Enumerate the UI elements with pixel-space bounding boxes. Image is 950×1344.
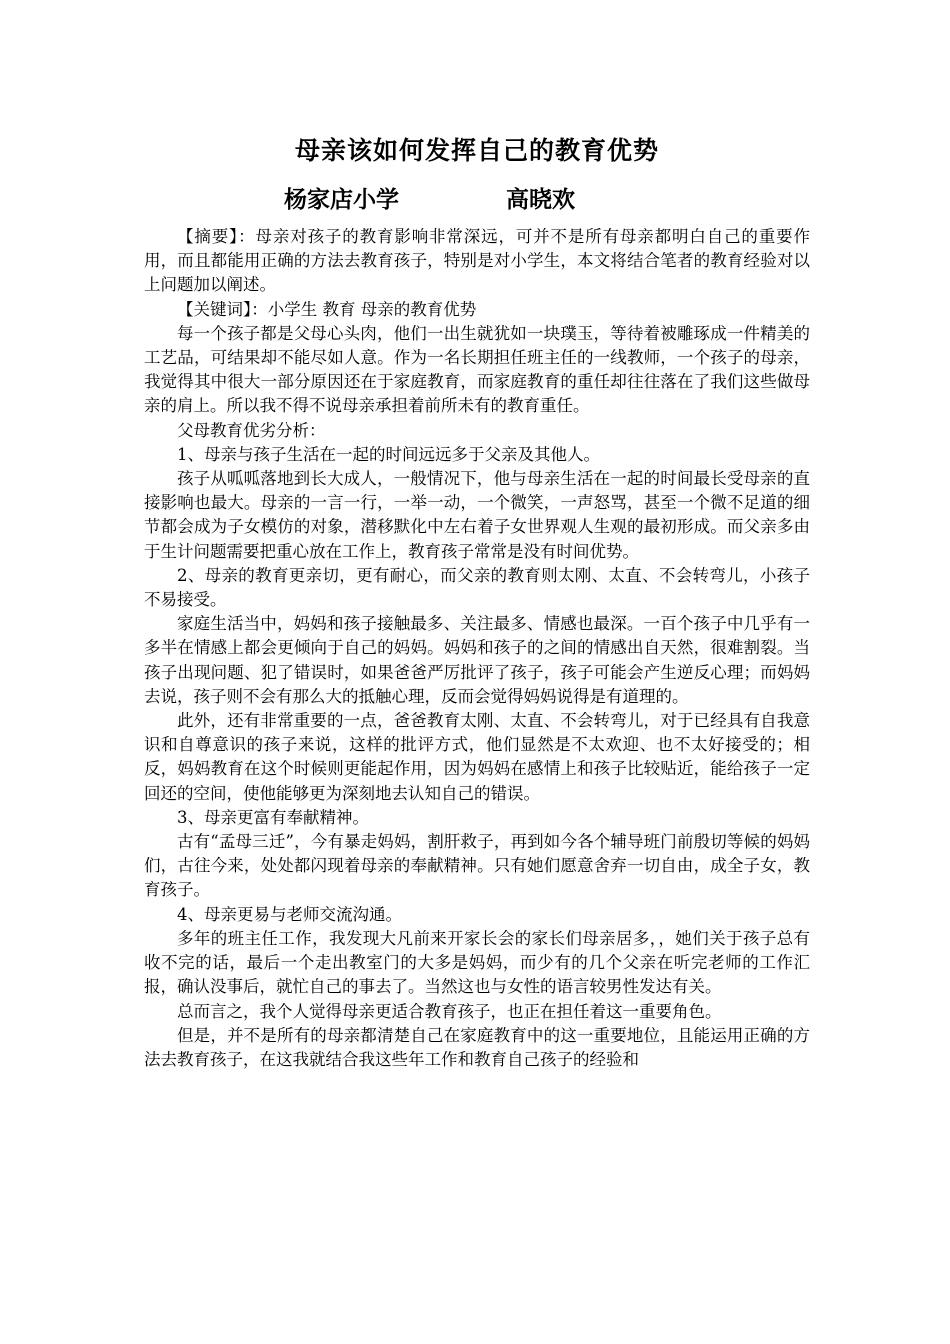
- section-heading: 父母教育优劣分析：: [177, 420, 326, 440]
- body-paragraph: 但是，并不是所有的母亲都清楚自己在家庭教育中的这一重要地位，且能运用正确的方法去教育孩子，在这我就结合我这些年工作和教育自己孩子的经验和: [144, 1025, 810, 1069]
- section-heading: 3、母亲更富有奉献精神。: [177, 807, 369, 827]
- body-paragraph: 家庭生活当中，妈妈和孩子接触最多、关注最多、情感也最深。一百个孩子中几乎有一多半在情感上都会更倾向于自己的妈妈。妈妈和孩子的之间的情感出自天然，很难割裂。当孩子出现问题、犯了错误时，如果爸爸严厉批评了孩子，孩子可能会产生逆反心理；而妈妈去说，孩子则不会有那么大的抵触心理，反而会觉得妈妈说得是有道理的。: [144, 614, 810, 706]
- author-name: 高晓欢: [506, 187, 575, 213]
- document-title: 母亲该如何发挥自己的教育优势: [294, 136, 659, 165]
- section-heading: 1、母亲与孩子生活在一起的时间远远多于父亲及其他人。: [177, 444, 600, 464]
- body-paragraph: 每一个孩子都是父母心头肉，他们一出生就犹如一块璞玉，等待着被雕琢成一件精美的工艺品，可结果却不能尽如人意。作为一名长期担任班主任的一线教师，一个孩子的母亲，我觉得其中很大一部分原因还在于家庭教育，而家庭教育的重任却往往落在了我们这些做母亲的肩上。所以我不得不说母亲承担着前所未有的教育重任。: [144, 323, 810, 416]
- body-paragraph: 古有“孟母三迁”，今有暴走妈妈，割肝救子，再到如今各个辅导班门前殷切等候的妈妈们，古往今来，处处都闪现着母亲的奉献精神。只有她们愿意舍弃一切自由，成全子女，教育孩子。: [144, 832, 810, 900]
- abstract-paragraph: 【摘要】：母亲对孩子的教育影响非常深远，可并不是所有母亲都明白自己的重要作用，而且都能用正确的方法去教育孩子，特别是对小学生，本文将结合笔者的教育经验对以上问题加以阐述。: [144, 227, 810, 295]
- school-name: 杨家店小学: [284, 187, 399, 213]
- body-paragraph: 此外，还有非常重要的一点，爸爸教育太刚、太直、不会转弯儿，对于已经具有自我意识和自尊意识的孩子来说，这样的批评方式，他们显然是不太欢迎、也不太好接受的；相反，妈妈教育在这个时候则更能起作用，因为妈妈在感情上和孩子比较贴近，能给孩子一定回还的空间，使他能够更为深刻地去认知自己的错误。: [144, 711, 810, 803]
- section-heading: 4、母亲更易与老师交流沟通。: [177, 904, 402, 924]
- body-paragraph: 孩子从呱呱落地到长大成人，一般情况下，他与母亲生活在一起的时间最长受母亲的直接影响也最大。母亲的一言一行，一举一动，一个微笑，一声怒骂，甚至一个微不足道的细节都会成为子女模仿的对象，潜移默化中左右着子女世界观人生观的最初形成。而父亲多由于生计问题需要把重心放在工作上，教育孩子常常是没有时间优势。: [144, 469, 810, 561]
- keywords-paragraph: 【关键词】：小学生 教育 母亲的教育优势: [177, 299, 477, 319]
- body-paragraph: 多年的班主任工作，我发现大凡前来开家长会的家长们母亲居多，，她们关于孩子总有收不完的话，最后一个走出教室门的大多是妈妈，而少有的几个父亲在听完老师的工作汇报，确认没事后，就忙自己的事去了。当然这也与女性的语言较男性发达有关。: [144, 928, 810, 997]
- body-paragraph: 总而言之，我个人觉得母亲更适合教育孩子，也正在担任着这一重要角色。: [177, 1001, 722, 1021]
- document-body: [144, 225, 810, 1072]
- section-heading: 2、母亲的教育更亲切，更有耐心，而父亲的教育则太刚、太直、不会转弯儿，小孩子不易接受。: [144, 565, 810, 610]
